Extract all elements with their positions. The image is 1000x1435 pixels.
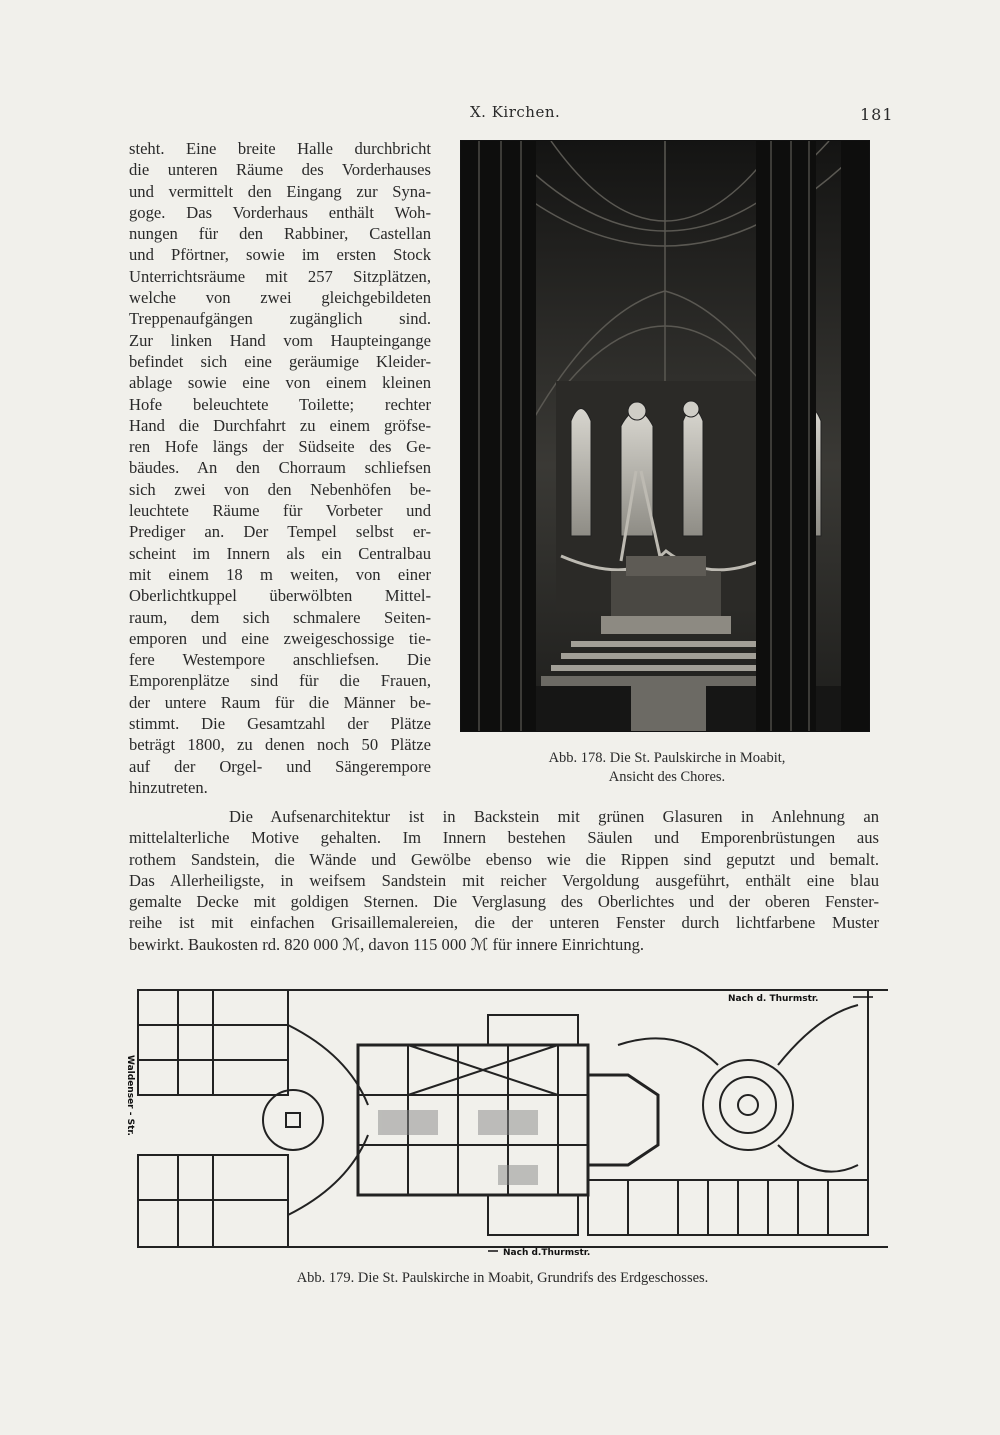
text-line: bewirkt. Baukosten rd. 820 000 ℳ, davon 115 000 ℳ für innere Einrichtung. <box>129 934 645 954</box>
text-line: emporen und eine zweigeschossige tie- <box>129 628 431 648</box>
left-column-text <box>129 138 431 798</box>
text-line: raum, dem sich schmalere Seiten- <box>129 607 431 627</box>
text-line: Prediger an. Der Tempel selbst er- <box>129 522 431 542</box>
left-street-label: Waldenser - Str. <box>125 1055 135 1136</box>
figure-179-floor-plan <box>118 985 893 1255</box>
church-interior-illustration <box>461 141 869 731</box>
text-line: goge. Das Vorderhaus enthält Woh- <box>129 202 431 222</box>
text-line: reihe ist mit einfachen Grisaillemalereien, die der unteren Fenster durch lichtfarbene Muster <box>129 913 879 933</box>
figure-178-caption <box>463 749 871 787</box>
text-line: fere Westempore anschliefsen. Die <box>129 650 431 670</box>
full-width-text <box>129 806 879 955</box>
text-line: ablage sowie eine von einem kleinen <box>129 373 431 393</box>
text-line: Die Aufsenarchitektur ist in Backstein mit grünen Glasuren in Anlehnung an <box>229 807 879 826</box>
figure-178-caption-line1: Abb. 178. Die St. Paulskirche in Moabit, <box>548 750 786 766</box>
text-line: leuchtete Räume für Vorbeter und <box>129 501 431 521</box>
figure-179-caption: Abb. 179. Die St. Paulskirche in Moabit, Grundrifs des Erdgeschosses. <box>296 1270 709 1286</box>
floor-plan-drawing <box>118 985 893 1255</box>
text-line: Hofe beleuchtete Toilette; rechter <box>129 394 431 414</box>
top-street-label: Nach d. Thurmstr. <box>728 994 819 1004</box>
text-line: Hand die Durchfahrt zu einem gröfse- <box>129 415 431 435</box>
text-line: rothem Sandstein, die Wände und Gewölbe ebenso wie die Rippen sind geputzt und bemalt. <box>129 849 879 869</box>
text-line: Oberlichtkuppel überwölbten Mittel- <box>129 586 431 606</box>
text-line: mit einem 18 m weiten, von einer <box>129 564 431 584</box>
text-line: bäudes. An den Chorraum schliefsen <box>129 458 431 478</box>
bottom-street-label: Nach d.Thurmstr. <box>503 1248 591 1255</box>
text-line: nungen für den Rabbiner, Castellan <box>129 224 431 244</box>
text-line: der untere Raum für die Männer be- <box>129 692 431 712</box>
text-line: Das Allerheiligste, in weifsem Sandstein mit reicher Vergoldung ausgeführt, enthält eine blau <box>129 870 879 890</box>
text-line: mittelalterliche Motive gehalten. Im Innern bestehen Säulen und Emporenbrüstungen aus <box>129 828 879 848</box>
text-line: Zur linken Hand vom Haupteingange <box>129 330 431 350</box>
text-line: stimmt. Die Gesamtzahl der Plätze <box>129 714 431 734</box>
text-line: befindet sich eine geräumige Kleider- <box>129 351 431 371</box>
figure-178-church-interior-photo <box>460 140 870 732</box>
running-head: X. Kirchen. <box>470 103 561 121</box>
text-line: beträgt 1800, zu denen noch 50 Plätze <box>129 735 431 755</box>
text-line: steht. Eine breite Halle durchbricht <box>129 139 431 158</box>
text-line: welche von zwei gleichgebildeten <box>129 288 431 308</box>
text-line: hinzutreten. <box>129 777 208 797</box>
page-number: 181 <box>860 105 894 124</box>
text-line: Treppenaufgängen zugänglich sind. <box>129 309 431 329</box>
text-line: gemalte Decke mit goldigen Sternen. Die Verglasung des Oberlichtes und der oberen Fenster- <box>129 892 879 912</box>
text-line: sich zwei von den Nebenhöfen be- <box>129 479 431 499</box>
text-line: Emporenplätze sind für die Frauen, <box>129 671 431 691</box>
text-line: die unteren Räume des Vorderhauses <box>129 160 431 180</box>
text-line: und vermittelt den Eingang zur Syna- <box>129 181 431 201</box>
text-line: ren Hofe längs der Südseite des Ge- <box>129 437 431 457</box>
text-line: auf der Orgel- und Sängerempore <box>129 756 431 776</box>
figure-178-caption-line2: Ansicht des Chores. <box>608 769 726 785</box>
text-line: und Pförtner, sowie im ersten Stock <box>129 245 431 265</box>
text-line: scheint im Innern als ein Centralbau <box>129 543 431 563</box>
text-line: Unterrichtsräume mit 257 Sitzplätzen, <box>129 266 431 286</box>
